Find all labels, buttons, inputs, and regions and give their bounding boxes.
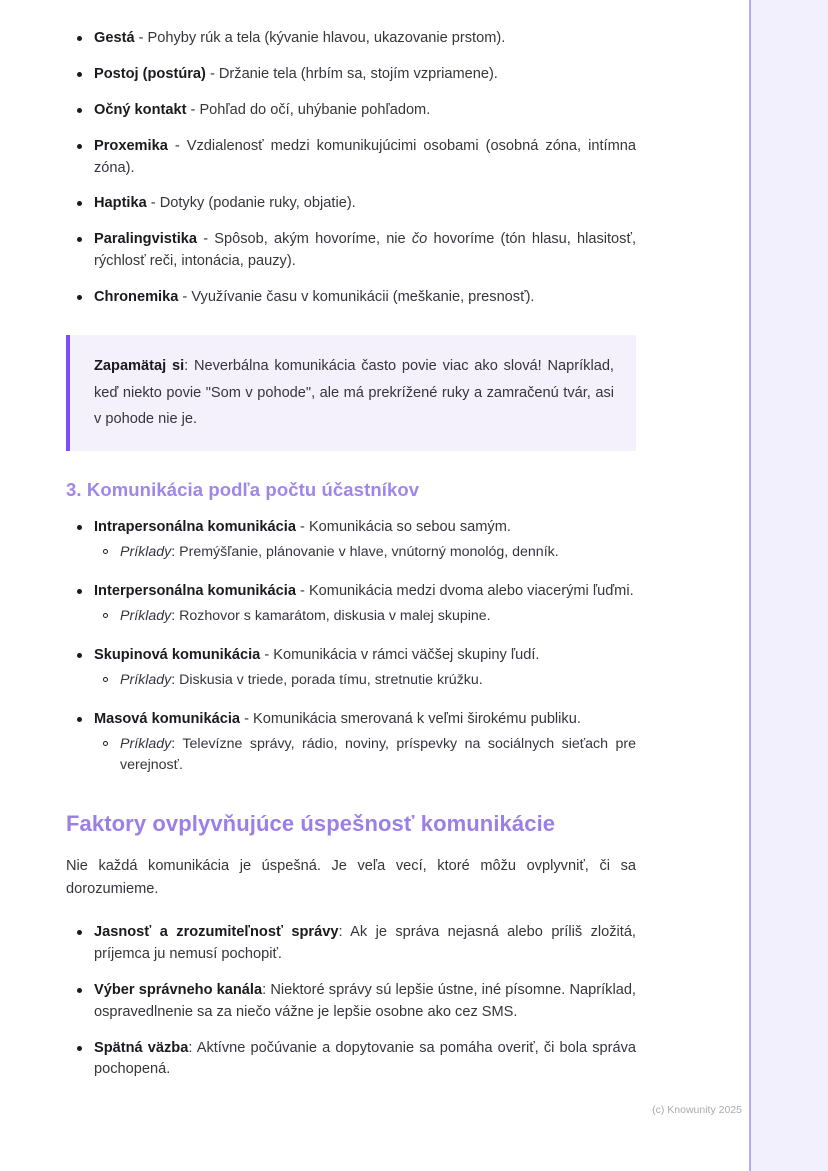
example-label: Príklady	[120, 607, 172, 624]
term-description-post: hovoríme (tón hlasu, hlasitosť, rýchlosť reči, intonácia, pauzy).	[94, 231, 636, 270]
term-separator: :	[188, 1039, 197, 1056]
section-heading-3: 3. Komunikácia podľa počtu účastníkov	[66, 478, 420, 500]
term-description: Komunikácia v rámci väčšej skupiny ľudí.	[273, 647, 540, 664]
callout-text: : Neverbálna komunikácia často povie viac ako slová! Napríklad, keď niekto povie "Som v pohode", ale má prekrížené ruky a zamračenú tvár, asi v pohode nie je.	[94, 358, 614, 428]
term-label: Gestá	[94, 30, 135, 46]
term-description: Ak je správa nejasná alebo príliš zložitá, príjemca ju nemusí pochopiť.	[94, 923, 636, 962]
term-description: Dotyky (podanie ruky, objatie).	[159, 195, 356, 212]
example-text: : Premýšľanie, plánovanie v hlave, vnútorný monológ, denník.	[171, 543, 559, 560]
term-label: Haptika	[94, 195, 147, 212]
term-description: Niektoré správy sú lepšie ústne, iné písomne. Napríklad, ospravedlnenie sa za niečo vážne je lepšie osobne ako cez SMS.	[94, 981, 636, 1020]
term-description: Komunikácia smerovaná k veľmi širokému publiku.	[253, 711, 581, 728]
section-heading-factors: Faktory ovplyvňujúce úspešnosť komunikácie	[66, 810, 556, 836]
term-label: Proxemika	[94, 137, 168, 154]
list-item	[66, 136, 636, 180]
term-label: Výber správneho kanála	[94, 981, 263, 998]
example-label: Príklady	[120, 671, 172, 688]
remember-callout	[66, 335, 636, 451]
term-separator: -	[167, 137, 187, 154]
term-label: Interpersonálna komunikácia	[94, 582, 296, 599]
nonverbal-communication-list	[66, 28, 636, 309]
list-item	[66, 709, 636, 776]
term-separator: -	[295, 582, 309, 599]
term-description: Komunikácia medzi dvoma alebo viacerými ľuďmi.	[308, 582, 634, 599]
example-sublist	[94, 606, 636, 627]
term-label: Očný kontakt	[94, 101, 187, 118]
example-label: Príklady	[120, 543, 172, 560]
sublist-item	[94, 542, 636, 563]
term-description-emphasis: čo	[411, 231, 428, 248]
list-item	[66, 287, 636, 309]
list-item	[66, 581, 636, 627]
list-item	[66, 645, 636, 691]
term-label: Postoj (postúra)	[94, 65, 206, 82]
term-label: Spätná väzba	[94, 1039, 189, 1056]
term-separator: :	[338, 923, 351, 940]
term-label: Paralingvistika	[94, 231, 198, 248]
term-description: Pohyby rúk a tela (kývanie hlavou, ukazovanie prstom).	[147, 30, 506, 46]
term-description: Využívanie času v komunikácii (meškanie, presnosť).	[191, 289, 535, 306]
term-label: Intrapersonálna komunikácia	[94, 518, 296, 535]
factors-list	[66, 922, 636, 1081]
example-text: : Televízne správy, rádio, noviny, príspevky na sociálnych sieťach pre verejnosť.	[120, 736, 636, 774]
list-item	[66, 64, 636, 86]
term-description-pre: Spôsob, akým hovoríme, nie	[214, 231, 412, 248]
term-description: Pohľad do očí, uhýbanie pohľadom.	[199, 101, 431, 118]
sublist-item	[94, 670, 636, 691]
example-sublist	[94, 542, 636, 563]
term-description: Vzdialenosť medzi komunikujúcimi osobami (osobná zóna, intímna zóna).	[94, 137, 636, 176]
sublist-item	[94, 606, 636, 627]
term-description: Aktívne počúvanie a dopytovanie sa pomáha overiť, či bola správa pochopená.	[94, 1039, 637, 1078]
callout-label: Zapamätaj si	[94, 358, 185, 375]
list-item	[66, 517, 636, 563]
participants-count-list	[66, 517, 636, 777]
term-separator: :	[262, 981, 271, 998]
right-margin-divider	[749, 0, 751, 1171]
term-label: Masová komunikácia	[94, 711, 241, 728]
term-separator: -	[186, 101, 200, 118]
example-text: : Rozhovor s kamarátom, diskusia v malej skupine.	[171, 607, 491, 624]
term-label: Skupinová komunikácia	[94, 647, 261, 664]
term-separator: -	[295, 518, 309, 535]
right-margin-strip	[750, 0, 828, 1171]
example-sublist	[94, 734, 636, 777]
term-separator: -	[178, 289, 192, 306]
document-content	[66, 28, 636, 1095]
term-description: Držanie tela (hrbím sa, stojím vzpriamene).	[218, 65, 498, 82]
factors-intro-paragraph: Nie každá komunikácia je úspešná. Je veľa vecí, ktoré môžu ovplyvniť, či sa dorozumieme.	[66, 857, 636, 898]
list-item	[66, 28, 636, 50]
list-item	[66, 922, 636, 966]
term-separator: -	[240, 711, 253, 728]
term-separator: -	[146, 195, 160, 212]
term-label: Chronemika	[94, 289, 179, 306]
list-item	[66, 229, 636, 273]
footer-credit: (c) Knowunity 2025	[652, 1104, 742, 1116]
list-item	[66, 1038, 636, 1082]
term-separator: -	[205, 65, 219, 82]
term-separator: -	[134, 30, 148, 46]
term-label: Jasnosť a zrozumiteľnosť správy	[94, 923, 339, 940]
list-item	[66, 193, 636, 215]
list-item	[66, 980, 636, 1024]
example-sublist	[94, 670, 636, 691]
term-description: Komunikácia so sebou samým.	[308, 518, 511, 535]
sublist-item	[94, 734, 636, 777]
term-separator: -	[197, 231, 215, 248]
example-label: Príklady	[120, 736, 172, 753]
term-separator: -	[260, 647, 274, 664]
example-text: : Diskusia v triede, porada tímu, stretnutie krúžku.	[171, 671, 483, 688]
list-item	[66, 100, 636, 122]
